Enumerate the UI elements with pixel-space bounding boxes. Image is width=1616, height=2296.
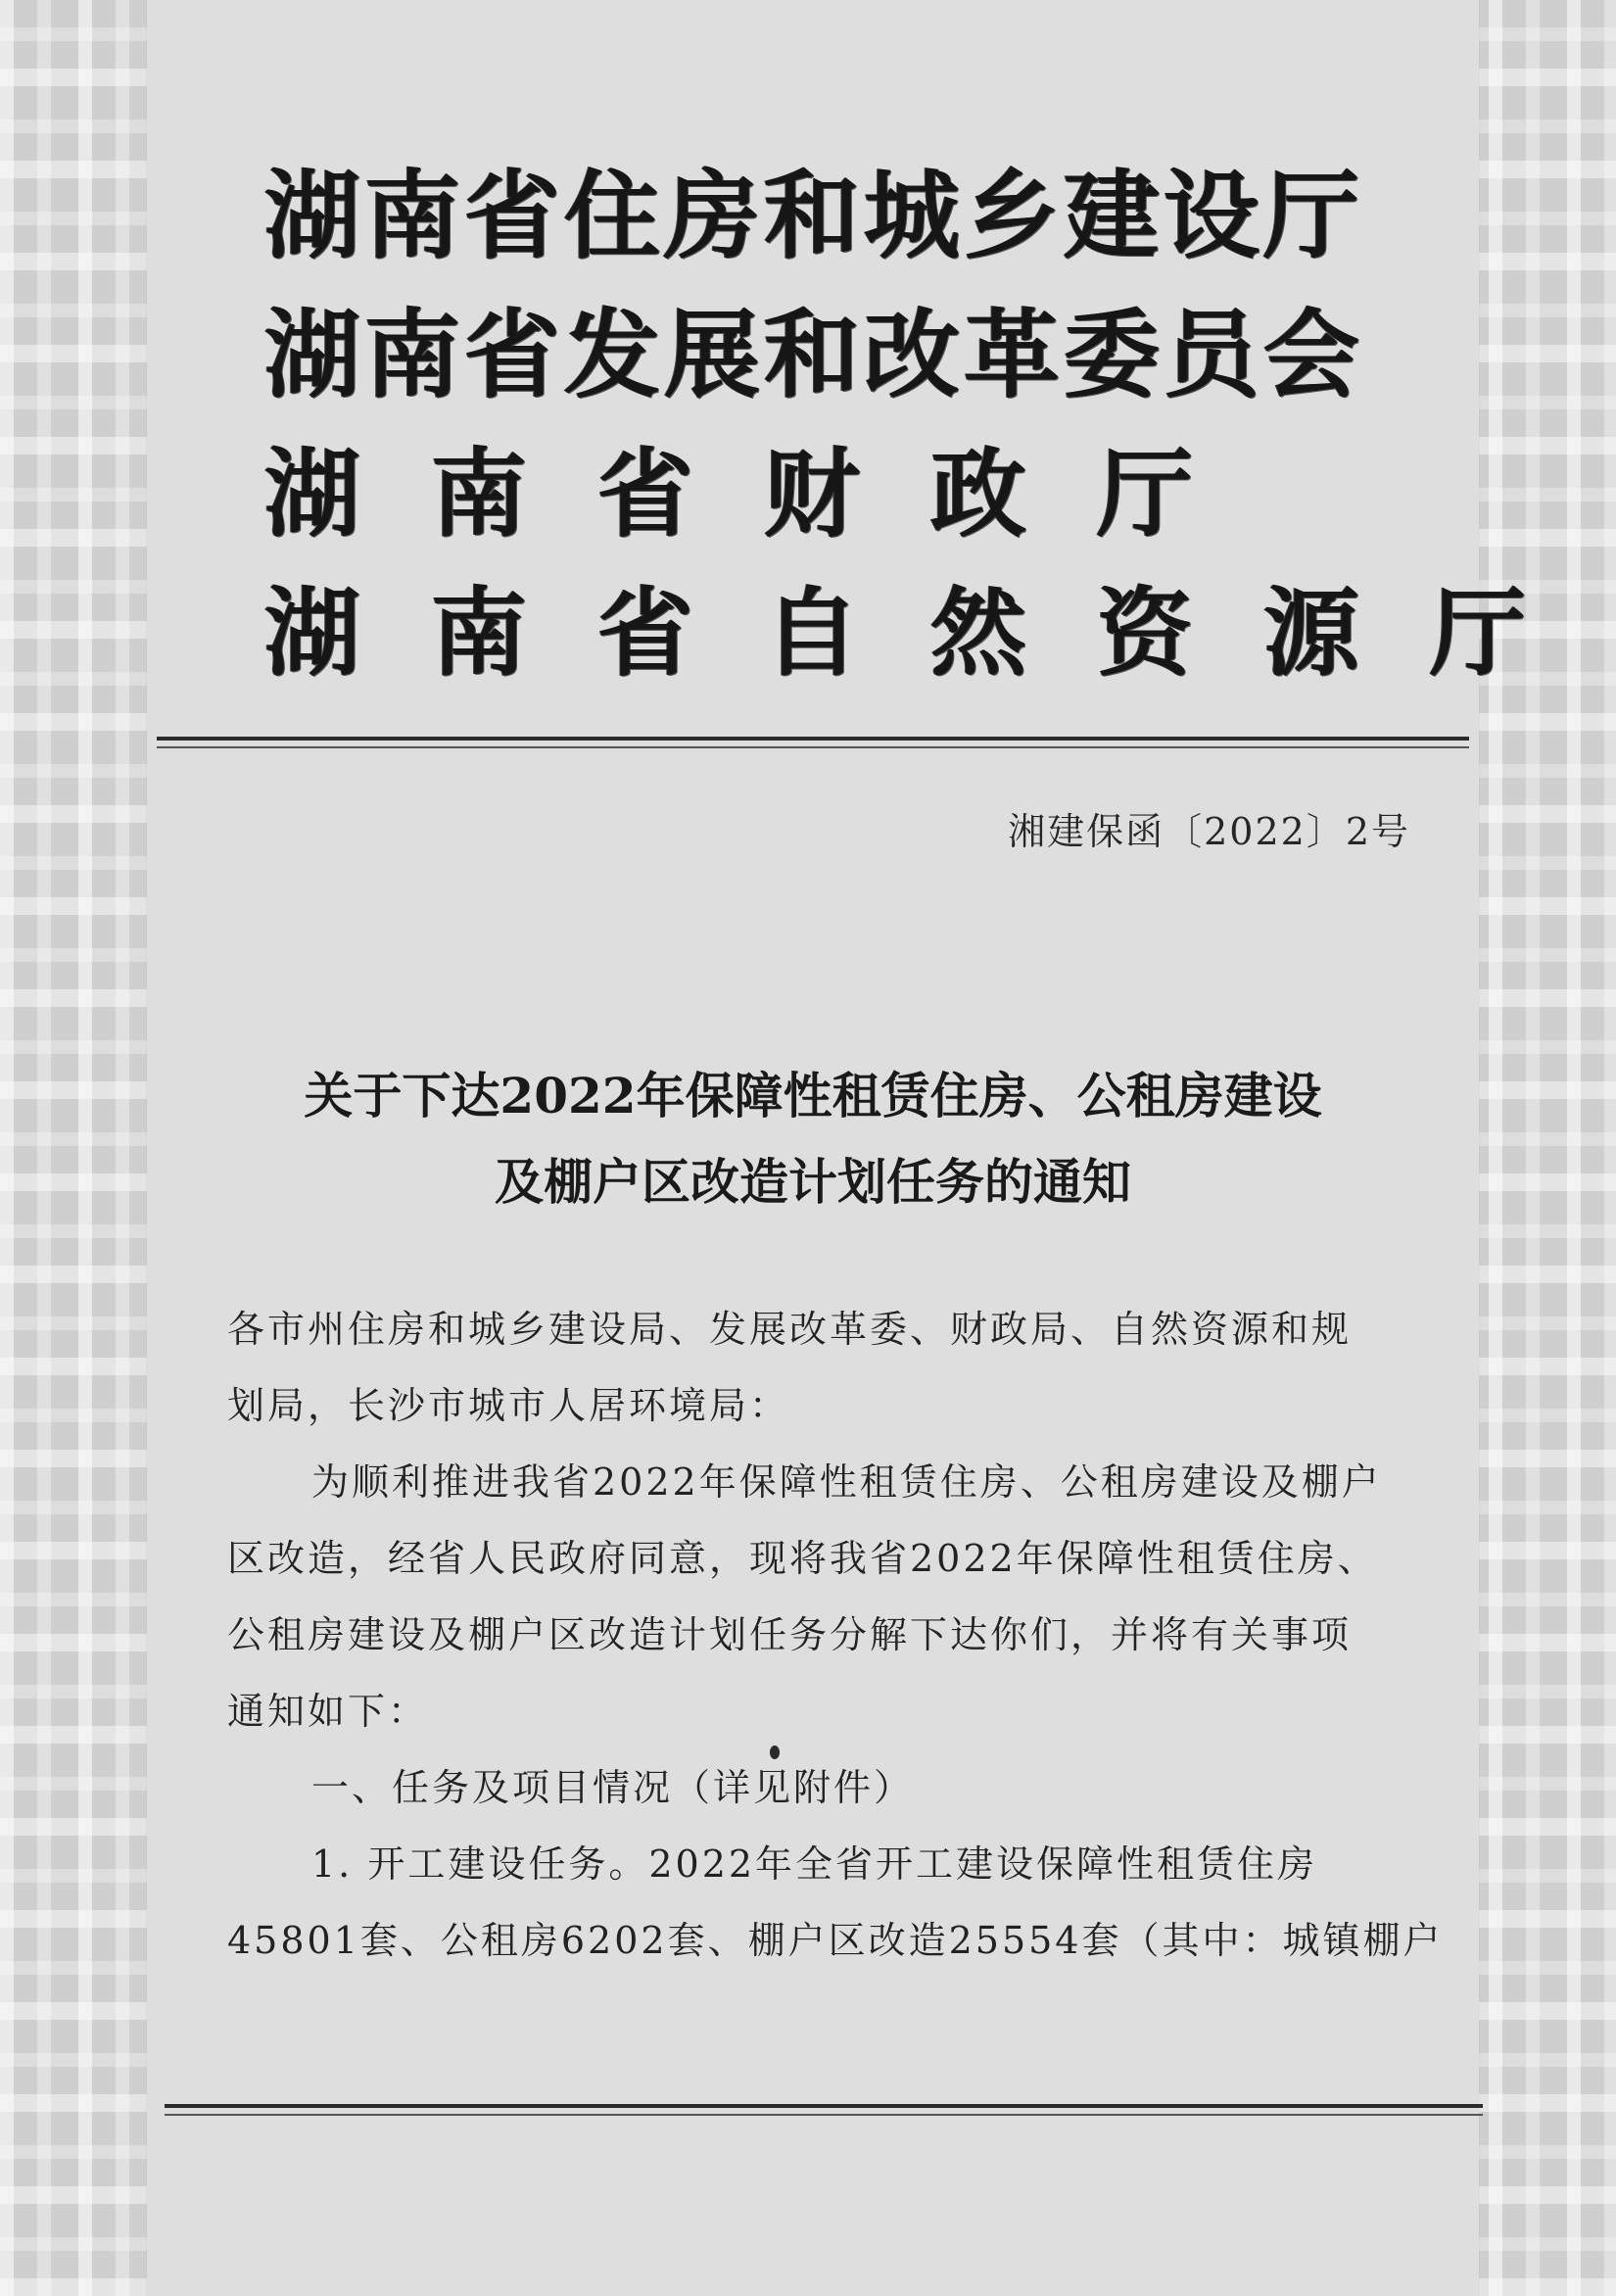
title-line-1: 关于下达2022年保障性租赁住房、公租房建设	[304, 1067, 1322, 1124]
body-line: 区改造，经省人民政府同意，现将我省2022年保障性租赁住房、	[227, 1537, 1378, 1580]
body-line: 公租房建设及棚户区改造计划任务分解下达你们，并将有关事项	[227, 1613, 1353, 1656]
body-line: 通知如下：	[227, 1690, 429, 1733]
section-heading: 一、任务及项目情况（详见附件）	[311, 1766, 915, 1809]
body-line: 为顺利推进我省2022年保障性租赁住房、公租房建设及棚户	[311, 1460, 1382, 1504]
footer-divider	[165, 2104, 1483, 2108]
body-line: 45801套、公租房6202套、棚户区改造25554套（其中：城镇棚户	[227, 1919, 1444, 1962]
org-development-commission: 湖南省发展和改革委员会	[264, 300, 1364, 411]
footer-divider-thin	[165, 2114, 1483, 2116]
body-line: 1. 开工建设任务。2022年全省开工建设保障性租赁住房	[311, 1842, 1318, 1886]
document-body	[227, 1291, 1444, 1979]
body-line: 各市州住房和城乡建设局、发展改革委、财政局、自然资源和规	[227, 1308, 1353, 1351]
header-divider	[157, 737, 1469, 741]
org-finance-dept: 湖南省财政厅	[264, 439, 1264, 550]
issuing-authorities-header	[264, 147, 1597, 703]
org-natural-resources-dept: 湖南省自然资源厅	[264, 578, 1597, 690]
org-housing-dept: 湖南省住房和城乡建设厅	[264, 161, 1364, 272]
title-line-2: 及棚户区改造计划任务的通知	[495, 1153, 1131, 1211]
document-title	[196, 1053, 1430, 1225]
body-line: 划局，长沙市城市人居环境局：	[227, 1384, 790, 1427]
document-number: 湘建保函〔2022〕2号	[1008, 810, 1410, 853]
scan-speck	[770, 1746, 780, 1759]
header-divider-thin	[157, 746, 1469, 748]
